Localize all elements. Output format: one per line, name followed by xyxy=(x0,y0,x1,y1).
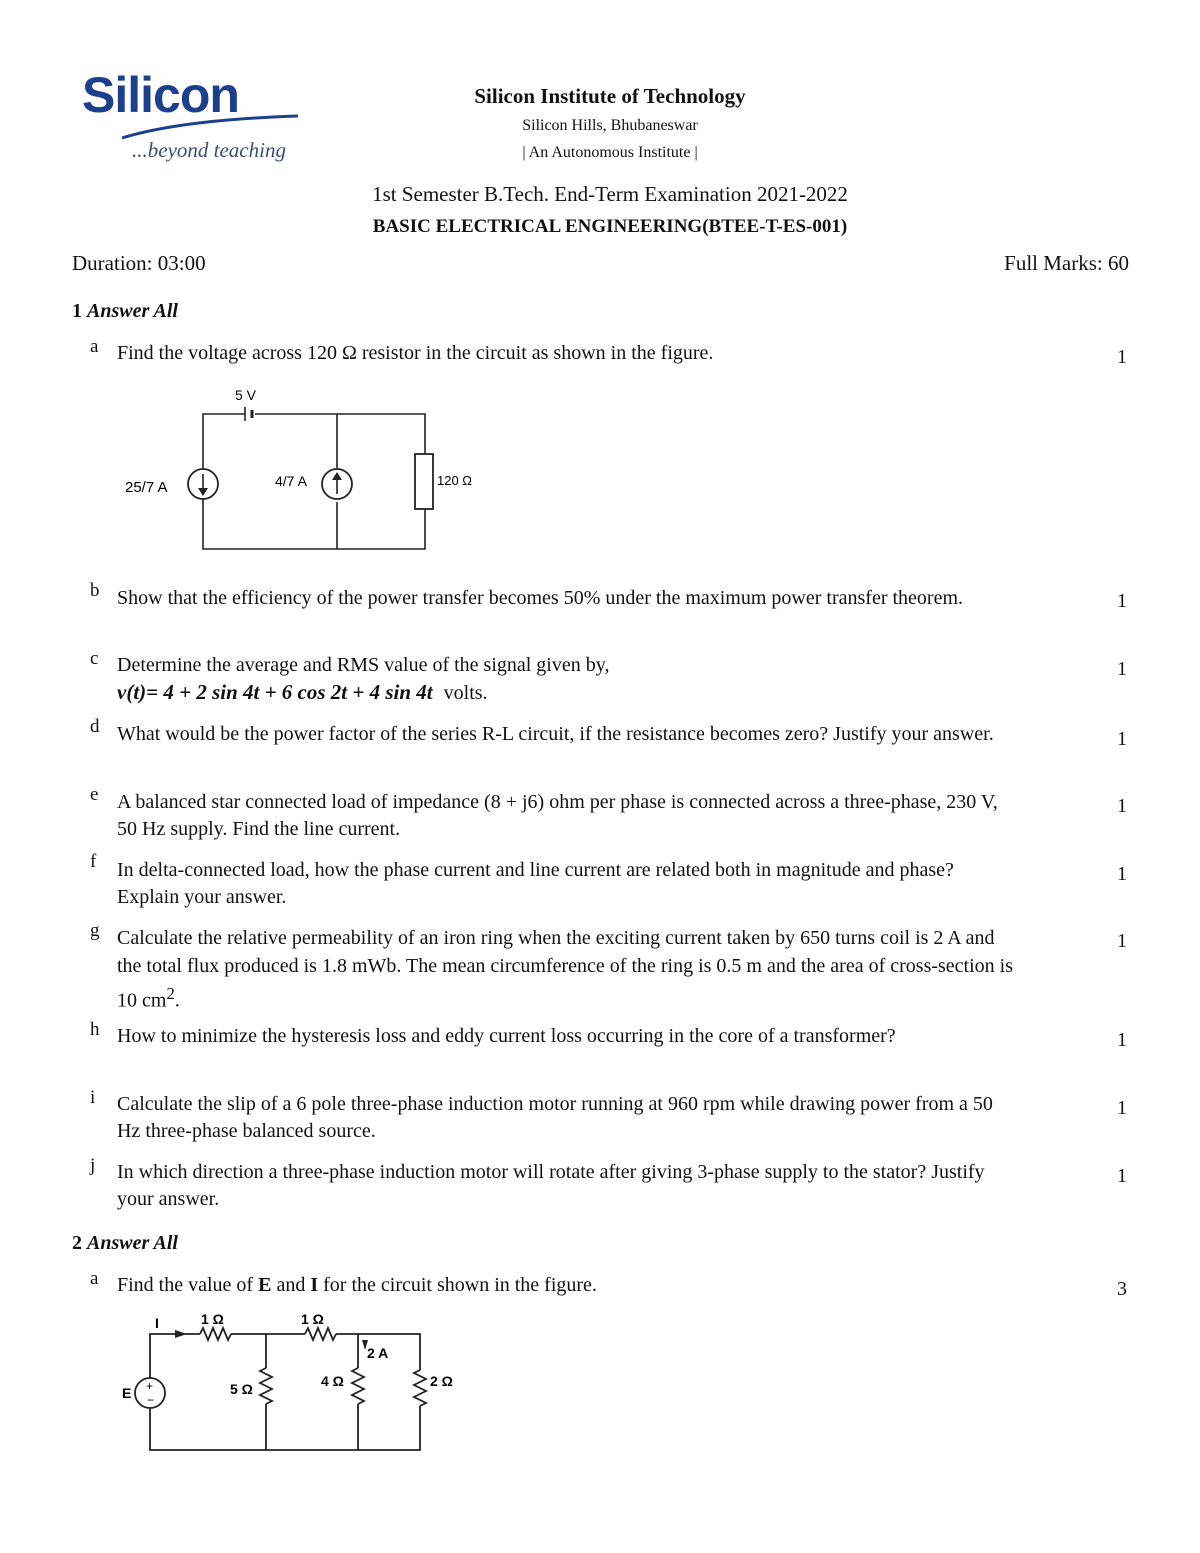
voltage-source-e xyxy=(135,1378,165,1408)
symbol-e: E xyxy=(258,1274,272,1296)
svg-text:−: − xyxy=(147,1393,155,1407)
question-letter: i xyxy=(90,1087,96,1108)
question-text-tail: . xyxy=(174,989,180,1012)
question-letter: c xyxy=(90,648,99,669)
question-letter: g xyxy=(90,920,100,941)
question-marks: 1 xyxy=(1117,795,1127,817)
question-letter: d xyxy=(90,716,100,737)
question-marks: 1 xyxy=(1117,590,1127,612)
resistor-2-label: 1 Ω xyxy=(301,1311,324,1327)
resistor-label: 120 Ω xyxy=(437,473,473,488)
institute-status: | An Autonomous Institute | xyxy=(522,144,698,161)
question-text xyxy=(117,1272,1017,1299)
resistor-4-label: 4 Ω xyxy=(321,1373,344,1389)
question-letter: a xyxy=(90,1268,99,1289)
question-marks: 1 xyxy=(1117,1029,1127,1051)
section-number: 2 xyxy=(72,1232,82,1254)
emf-label: E xyxy=(122,1385,132,1401)
question-marks: 1 xyxy=(1117,658,1127,680)
resistor-2b-label: 2 Ω xyxy=(430,1373,453,1389)
section-1-heading xyxy=(72,300,178,323)
formula-unit: volts. xyxy=(443,682,488,704)
circuit-figure-1 xyxy=(115,382,485,562)
current-source-2 xyxy=(322,469,352,499)
question-marks: 1 xyxy=(1117,930,1127,952)
question-text: Find the voltage across 120 Ω resistor in the circuit as shown in the figure. xyxy=(117,342,714,364)
question-letter: a xyxy=(90,336,99,357)
current-source-label: 2 A xyxy=(367,1345,389,1361)
question-marks: 1 xyxy=(1117,1097,1127,1119)
battery-label: 5 V xyxy=(235,387,257,403)
superscript: 2 xyxy=(166,984,175,1003)
question-marks: 3 xyxy=(1117,1278,1127,1300)
circuit-figure-2 xyxy=(115,1308,475,1458)
exam-title: 1st Semester B.Tech. End-Term Examination 2021-2022 xyxy=(372,182,848,206)
question-marks: 1 xyxy=(1117,1165,1127,1187)
institute-address: Silicon Hills, Bhubaneswar xyxy=(522,117,698,134)
section-number: 1 xyxy=(72,300,82,322)
section-instruction: Answer All xyxy=(87,1232,178,1254)
symbol-i: I xyxy=(310,1274,319,1296)
question-marks: 1 xyxy=(1117,863,1127,885)
logo-wordmark: Silicon xyxy=(82,67,239,123)
question-marks: 1 xyxy=(1117,346,1127,368)
current-arrow-icon xyxy=(175,1330,187,1338)
logo-tagline: ...beyond teaching xyxy=(132,138,286,162)
question-text xyxy=(117,652,1017,707)
source-1-label: 25/7 A xyxy=(125,479,168,496)
current-label: I xyxy=(155,1315,159,1331)
question-marks: 1 xyxy=(1117,728,1127,750)
question-letter: e xyxy=(90,784,99,805)
question-text: Calculate the slip of a 6 pole three-phase induction motor running at 960 rpm while drawing power from a 50 Hz three-phase balanced source. xyxy=(117,1093,993,1142)
resistor-120 xyxy=(415,454,433,509)
duration: Duration: 03:00 xyxy=(72,251,206,275)
resistor-5-label: 5 Ω xyxy=(230,1381,253,1397)
question-text-post: for the circuit shown in the figure. xyxy=(318,1274,597,1296)
question-letter: j xyxy=(90,1155,96,1176)
question-text: A balanced star connected load of impedance (8 + j6) ohm per phase is connected across a three-phase, 230 V, 50 Hz supply. Find the line current. xyxy=(117,791,998,840)
svg-text:+: + xyxy=(146,1379,154,1393)
full-marks: Full Marks: 60 xyxy=(1004,251,1129,275)
question-text: How to minimize the hysteresis loss and eddy current loss occurring in the core of a transformer? xyxy=(117,1025,896,1047)
course-title: BASIC ELECTRICAL ENGINEERING(BTEE-T-ES-001) xyxy=(372,216,848,237)
question-letter: h xyxy=(90,1019,100,1040)
question-text: In delta-connected load, how the phase current and line current are related both in magnitude and phase? Explain your answer. xyxy=(117,859,954,908)
question-text: Show that the efficiency of the power transfer becomes 50% under the maximum power transfer theorem. xyxy=(117,587,964,609)
question-letter: b xyxy=(90,580,100,601)
source-2-label: 4/7 A xyxy=(275,473,307,489)
question-text-pre: Find the value of xyxy=(117,1274,259,1296)
question-text: What would be the power factor of the series R-L circuit, if the resistance becomes zero? Justify your answer. xyxy=(117,723,994,745)
resistor-1-label: 1 Ω xyxy=(201,1311,224,1327)
section-instruction: Answer All xyxy=(87,300,178,322)
question-text-mid: and xyxy=(271,1274,311,1296)
current-source-1 xyxy=(188,469,218,499)
section-2-heading xyxy=(72,1232,178,1255)
institute-name: Silicon Institute of Technology xyxy=(474,84,746,108)
signal-formula: v(t)= 4 + 2 sin 4t + 6 cos 2t + 4 sin 4t xyxy=(117,680,433,704)
question-text xyxy=(117,924,1017,1015)
question-text: In which direction a three-phase induction motor will rotate after giving 3-phase supply to the stator? Justify your answer. xyxy=(117,1161,985,1210)
question-letter: f xyxy=(90,851,97,872)
question-text-body: Calculate the relative permeability of an iron ring when the exciting current taken by 650 turns coil is 2 A and the total flux produced is 1.8 mWb. The mean circumference of the ring is 0.5 m and the area of cross-section is 10 cm xyxy=(117,927,1014,1012)
question-text-line: Determine the average and RMS value of the signal given by, xyxy=(117,654,610,676)
